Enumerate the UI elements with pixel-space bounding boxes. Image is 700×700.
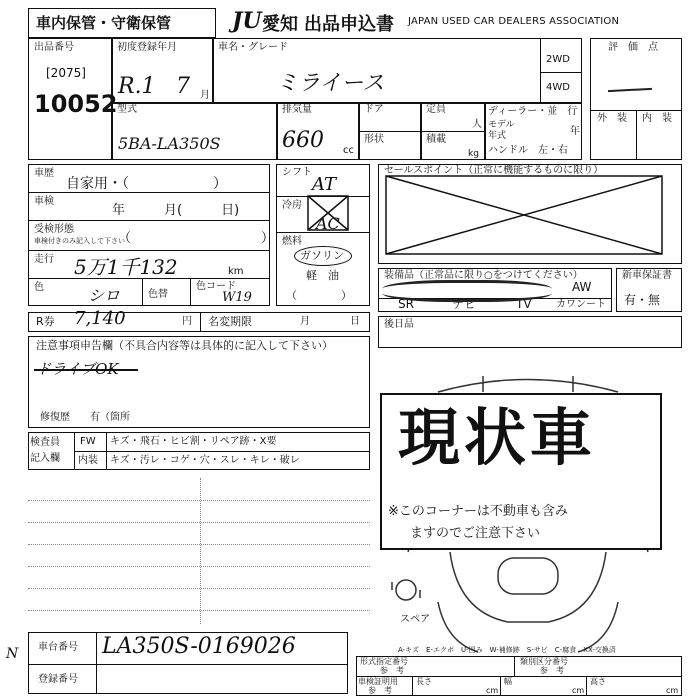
load-label: 積載 (426, 134, 446, 145)
engine-value: 660 (282, 128, 324, 153)
doors-label: ドア (364, 104, 384, 115)
color-change-label: 色替 (148, 289, 168, 300)
lot-number: 10052 (34, 90, 118, 118)
capacity-unit: 人 (472, 119, 482, 130)
fuel-gasoline-circle (294, 246, 352, 266)
warranty-value: 有・無 (624, 293, 661, 307)
equipment-scribble (382, 280, 552, 302)
spare-label: スペア (400, 614, 430, 625)
width-label: 幅 (504, 677, 512, 686)
equipment-navi: ナビ (452, 297, 477, 311)
fuel-other: （ ） (286, 289, 352, 302)
inspector-label2: 記入欄 (30, 453, 60, 464)
sales-point-label: セールスポイント（正常に機能するものに限り） (384, 165, 604, 176)
type-label: 型式 (117, 104, 137, 115)
drive-4wd: 4WD (546, 82, 570, 93)
type-value: 5BA-LA350S (118, 134, 221, 153)
recycle-label: R券 (36, 315, 55, 328)
recycle-unit: 円 (182, 316, 192, 327)
equipment-aw: AW (572, 280, 592, 294)
inspector-fw-text: キズ・飛石・ヒビ割・リペア跡・X要 (110, 436, 277, 447)
length-label: 長さ (416, 677, 432, 686)
chassis-label: 車台番号 (38, 642, 78, 653)
spec-ref: 参 考 (380, 666, 404, 675)
notes-entry: ドライブOK (36, 360, 119, 378)
cooler-label: 冷房 (282, 200, 302, 211)
recycle-value: 7,140 (74, 308, 126, 329)
notes-repair: 修復歴 有（箇所 (40, 412, 130, 423)
sales-point-cross-mark (378, 172, 670, 258)
class-label: 類別区分番号 (520, 657, 568, 666)
as-is-note-line1: ※このコーナーは不動車も含み (388, 504, 568, 519)
model-name-label: 車名・グレード (218, 42, 288, 53)
notes-strike (34, 369, 138, 371)
color-label: 色 (34, 282, 44, 293)
registration-month-unit: 月 (200, 90, 210, 101)
spec-label: 形式指定番号 (360, 657, 408, 666)
height-label: 高さ (590, 677, 606, 686)
dealer-import: ディーラー・並 行 (488, 106, 578, 117)
length-unit: cm (486, 686, 499, 695)
mileage-value: 5万1千132 (74, 255, 178, 279)
shift-label: シフト (282, 167, 312, 178)
name-change-label: 名変期限 (208, 315, 252, 328)
handle-label: ハンドル 左・右 (488, 145, 568, 156)
inspector-interior: 内装 (78, 455, 98, 466)
color-value: シロ (88, 286, 121, 305)
engine-label: 排気量 (282, 104, 312, 115)
cooler-value: AC (316, 214, 340, 233)
drive-2wd: 2WD (546, 54, 570, 65)
equipment-label: 装備品（正常品に限り○をつけてください） (384, 270, 583, 281)
color-code-value: W19 (222, 290, 252, 305)
inspector-interior-text: キズ・汚レ・コゲ・穴・スレ・キレ・破レ (110, 455, 300, 466)
notes-label: 注意事項申告欄（不具合内容等は具体的に記入して下さい） (36, 339, 333, 352)
inspection-label: 車検 (34, 196, 54, 207)
registration-month: 7 (176, 74, 190, 99)
mileage-unit: km (228, 266, 244, 277)
logo-text: 愛知 (262, 14, 298, 35)
name-change-day: 日 (350, 316, 360, 327)
certificate-value: （ ） (118, 231, 275, 246)
after-box (378, 316, 682, 348)
capacity-label: 定員 (426, 104, 446, 115)
fuel-label: 燃料 (282, 236, 302, 247)
warranty-label: 新車保証書 (622, 270, 672, 281)
engine-unit: cc (343, 145, 354, 156)
registration-value: R.1 (118, 74, 156, 99)
color-code-label: 色コード (196, 281, 236, 292)
storage-label: 車内保管・守衛保管 (36, 14, 172, 32)
grade-label: 評 価 点 (608, 42, 658, 53)
certificate-label: 受検形態 (34, 224, 74, 235)
fuel-gasoline: ガソリン (300, 249, 344, 262)
year-label: 年式 (488, 131, 507, 141)
year-unit: 年 (570, 126, 580, 137)
damage-legend: A-キズ E-エクボ U-凹み W-補修跡 S-サビ C-腐食 XX-交換済 (398, 646, 616, 654)
plate-label: 登録番号 (38, 674, 78, 685)
grade-interior: 内 装 (642, 113, 672, 124)
lot-bracket-number: [2075] (46, 66, 86, 80)
inspection-value: 年 月( 日) (112, 203, 240, 218)
chassis-mark: N (6, 646, 19, 662)
equipment-tv: TV (516, 297, 532, 311)
shift-value: AT (312, 174, 337, 195)
lot-label: 出品番号 (34, 42, 74, 53)
history-value: 自家用・（ ） (66, 176, 227, 192)
cert-ref: 参 考 (368, 686, 392, 695)
width-unit: cm (572, 686, 585, 695)
association-name: JAPAN USED CAR DEALERS ASSOCIATION (408, 16, 620, 27)
cert-label: 車検証明用 (358, 677, 398, 686)
as-is-note-line2: ますのでご注意下さい (410, 526, 541, 541)
height-unit: cm (666, 686, 679, 695)
class-ref: 参 考 (540, 666, 564, 675)
form-title: 出品申込書 (304, 14, 394, 35)
inspector-label1: 検査員 (30, 437, 60, 448)
model-name-value: ミライース (276, 71, 385, 96)
equipment-kawanto: カワンート (556, 299, 606, 310)
registration-label: 初度登録年月 (117, 42, 177, 53)
grade-exterior: 外 装 (597, 113, 627, 124)
certificate-sub: 車検付きのみ記入して下さい (34, 237, 125, 245)
inspector-fw: FW (80, 436, 96, 447)
equipment-sr: SR (398, 297, 414, 311)
mileage-label: 走行 (34, 254, 54, 265)
name-change-month: 月 (300, 316, 310, 327)
load-unit: kg (468, 149, 479, 159)
history-label: 車歴 (34, 168, 54, 179)
shape-label: 形状 (364, 134, 384, 145)
chassis-value: LA350S-0169026 (102, 634, 296, 659)
logo-mark: JU (232, 8, 262, 34)
model-year-label: モデル (488, 120, 515, 130)
after-label: 後日品 (384, 319, 414, 330)
fuel-diesel: 軽 油 (306, 269, 339, 282)
as-is-title: 現状車 (398, 401, 597, 474)
